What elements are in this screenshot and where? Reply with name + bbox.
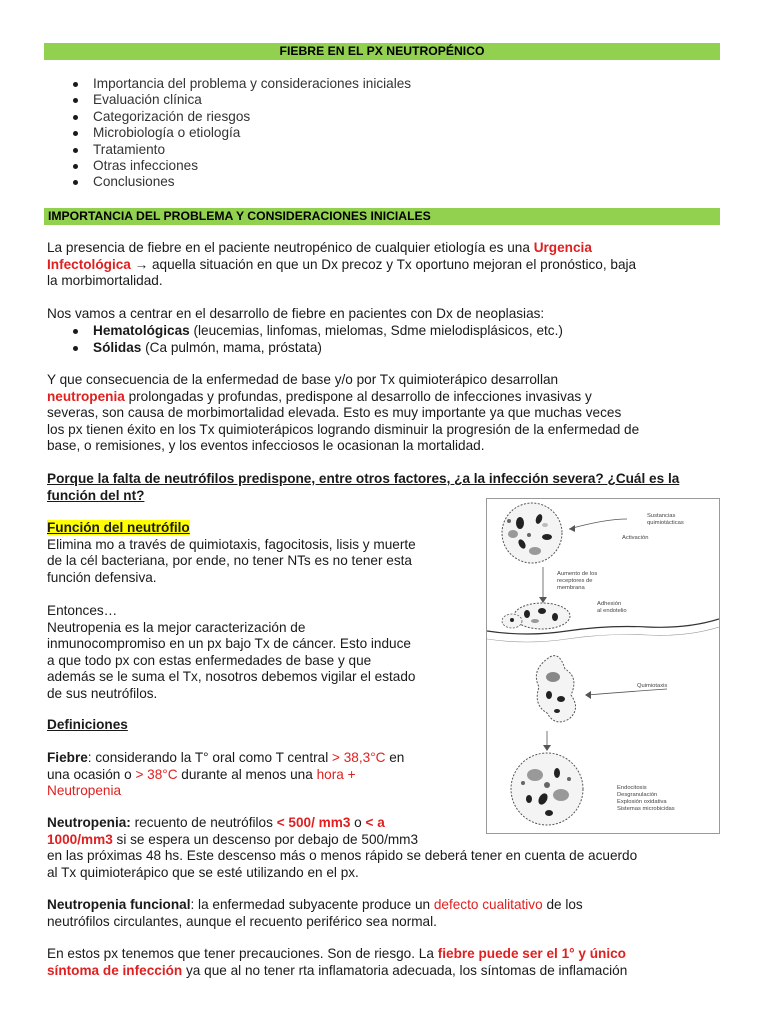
- text: : la enfermedad subyacente produce un: [190, 897, 434, 912]
- text: una ocasión o: [47, 766, 136, 782]
- text: → aquella situación en que un Dx precoz y Tx oportuno mejoran el pronóstico, baja: [130, 256, 637, 272]
- highlight-text: > 38°C: [135, 766, 178, 782]
- term: Fiebre: [47, 750, 88, 765]
- subheading: Función del neutrófilo: [47, 520, 190, 535]
- label-quimiotacticas: quimiotácticas: [647, 520, 684, 526]
- text: (Ca pulmón, mama, próstata): [141, 340, 322, 355]
- document-title: FIEBRE EN EL PX NEUTROPÉNICO: [44, 43, 720, 60]
- text: neutrófilos circulantes, aunque el recuento periférico sea normal.: [47, 913, 437, 929]
- label-adhesion: Adhesión: [597, 601, 622, 607]
- text: en: [385, 750, 405, 765]
- toc-item[interactable]: Tratamiento: [93, 142, 411, 158]
- label-degranulacion: Desgranulación: [617, 792, 658, 798]
- paragraph-consecuencia: [47, 372, 727, 455]
- text: Porque la falta de neutrófilos predispone, entre otros factores, ¿a la infección severa? ¿Cuál es la: [47, 471, 680, 486]
- label-sustancias: Sustancias: [647, 513, 676, 519]
- text: Y que consecuencia de la enfermedad de base y/o por Tx quimioterápico desarrollan: [47, 372, 559, 387]
- term: Neutropenia:: [47, 815, 131, 830]
- section-funcion-neutrofilo: [47, 520, 477, 586]
- list-item-solidas: [93, 340, 322, 357]
- definiciones-heading: Definiciones: [47, 717, 128, 732]
- text: severas, son causa de morbimortalidad elevada. Esto es muy importante ya que muchas veces: [47, 405, 622, 420]
- highlight-text: Urgencia: [533, 240, 592, 255]
- highlight-text: neutropenia: [47, 388, 125, 404]
- list-item-hematologicas: [93, 323, 563, 340]
- paragraph-precauciones: [47, 946, 737, 979]
- resting-neutrophil-icon: [502, 503, 562, 563]
- label-activacion: Activación: [622, 535, 649, 541]
- text: ya que al no tener rta inflamatoria adecuada, los síntomas de inflamación: [182, 962, 628, 978]
- text: (leucemias, linfomas, mielomas, Sdme mielodisplásicos, etc.): [189, 323, 563, 338]
- toc-item[interactable]: Categorización de riesgos: [93, 109, 411, 125]
- text: si se espera un descenso por debajo de 500/mm3: [112, 831, 419, 847]
- text: Neutropenia es la mejor caracterización de: [47, 619, 306, 635]
- highlight-text: < 500/ mm3: [276, 815, 351, 830]
- toc-item[interactable]: Conclusiones: [93, 174, 411, 190]
- text: al Tx quimioterápico que se esté utilizando en el px.: [47, 864, 359, 880]
- adhesion-cells-icon: [502, 603, 570, 629]
- label-endocitosis: Endocitosis: [617, 785, 647, 791]
- text: : considerando la T° oral como T central: [87, 750, 333, 765]
- migrating-neutrophil-icon: [536, 656, 575, 722]
- label-quimiotaxis: Quimiotaxis: [637, 683, 668, 689]
- text: La presencia de fiebre en el paciente neutropénico de cualquier etiología es una: [47, 240, 534, 255]
- definition-neutropenia-funcional: [47, 897, 737, 930]
- toc-item[interactable]: Evaluación clínica: [93, 92, 411, 108]
- text: o: [350, 815, 366, 830]
- text: Entonces…: [47, 603, 118, 618]
- section-header-importancia: IMPORTANCIA DEL PROBLEMA Y CONSIDERACIONES INICIALES: [44, 208, 720, 225]
- highlight-text: síntoma de infección: [47, 962, 183, 978]
- text: función defensiva.: [47, 569, 157, 585]
- definition-fiebre: [47, 750, 477, 800]
- text: recuento de neutrófilos: [130, 815, 277, 830]
- text: En estos px tenemos que tener precauciones. Son de riesgo. La: [47, 946, 438, 961]
- text: además se le suma el Tx, nosotros debemos vigilar el estado: [47, 669, 416, 684]
- highlight-text: Infectológica: [47, 256, 131, 272]
- text: prolongadas y profundas, predispone al desarrollo de infecciones invasivas y: [124, 388, 592, 404]
- section-entonces: [47, 603, 477, 702]
- neutrophil-diagram-svg: [487, 499, 719, 833]
- text: base, o remisiones, y los eventos infecciosos le ocasionan la mortalidad.: [47, 438, 485, 453]
- text: inmunocompromiso en un px bajo Tx de cáncer. Esto induce: [47, 636, 411, 651]
- toc-item[interactable]: Importancia del problema y consideraciones iniciales: [93, 76, 412, 91]
- text: Sólidas: [93, 340, 142, 355]
- text: de la cél bacteriana, por ende, no tener NTs es no tener esta: [47, 553, 412, 568]
- highlight-text: < a: [365, 815, 385, 830]
- highlight-text: > 38,3°C: [332, 750, 386, 765]
- label-receptores: receptores de: [557, 578, 593, 584]
- highlight-text: defecto cualitativo: [433, 897, 543, 912]
- label-membrana: membrana: [557, 585, 585, 591]
- text: de los: [542, 897, 583, 912]
- text: los px tienen éxito en los Tx quimioterápicos logrando disminuir la progresión de la enfermedad de: [47, 421, 640, 437]
- text: función del nt?: [47, 487, 145, 503]
- highlight-text: hora +: [316, 766, 356, 782]
- paragraph-neoplasias: Nos vamos a centrar en el desarrollo de fiebre en pacientes con Dx de neoplasias:: [47, 306, 545, 321]
- label-sistemas: Sistemas microbicidas: [617, 806, 675, 812]
- phagocytic-neutrophil-icon: [511, 753, 583, 825]
- text: Hematológicas: [93, 323, 190, 338]
- text: Elimina mo a través de quimiotaxis, fagocitosis, lisis y muerte: [47, 536, 416, 552]
- table-of-contents: [93, 76, 411, 191]
- toc-item[interactable]: Otras infecciones: [93, 158, 411, 174]
- toc-item[interactable]: Microbiología o etiología: [93, 125, 411, 141]
- text: de sus neutrófilos.: [47, 685, 158, 701]
- text: en las próximas 48 hs. Este descenso más o menos rápido se deberá tener en cuenta de acuerdo: [47, 848, 638, 863]
- highlight-text: Neutropenia: [47, 783, 122, 798]
- text: la morbimortalidad.: [47, 273, 163, 288]
- neutrophil-function-figure: [486, 498, 720, 834]
- paragraph-urgencia: [47, 240, 727, 290]
- label-endotelio: al endotelio: [597, 608, 627, 614]
- term: Neutropenia funcional: [47, 897, 191, 912]
- highlight-text: 1000/mm3: [47, 831, 113, 847]
- label-aumento: Aumento de los: [557, 571, 598, 577]
- highlight-text: fiebre puede ser el 1° y único: [437, 946, 626, 961]
- label-explosion: Explosión oxidativa: [617, 799, 667, 805]
- text: durante al menos una: [177, 766, 317, 782]
- text: a que todo px con estas enfermedades de base y que: [47, 652, 372, 668]
